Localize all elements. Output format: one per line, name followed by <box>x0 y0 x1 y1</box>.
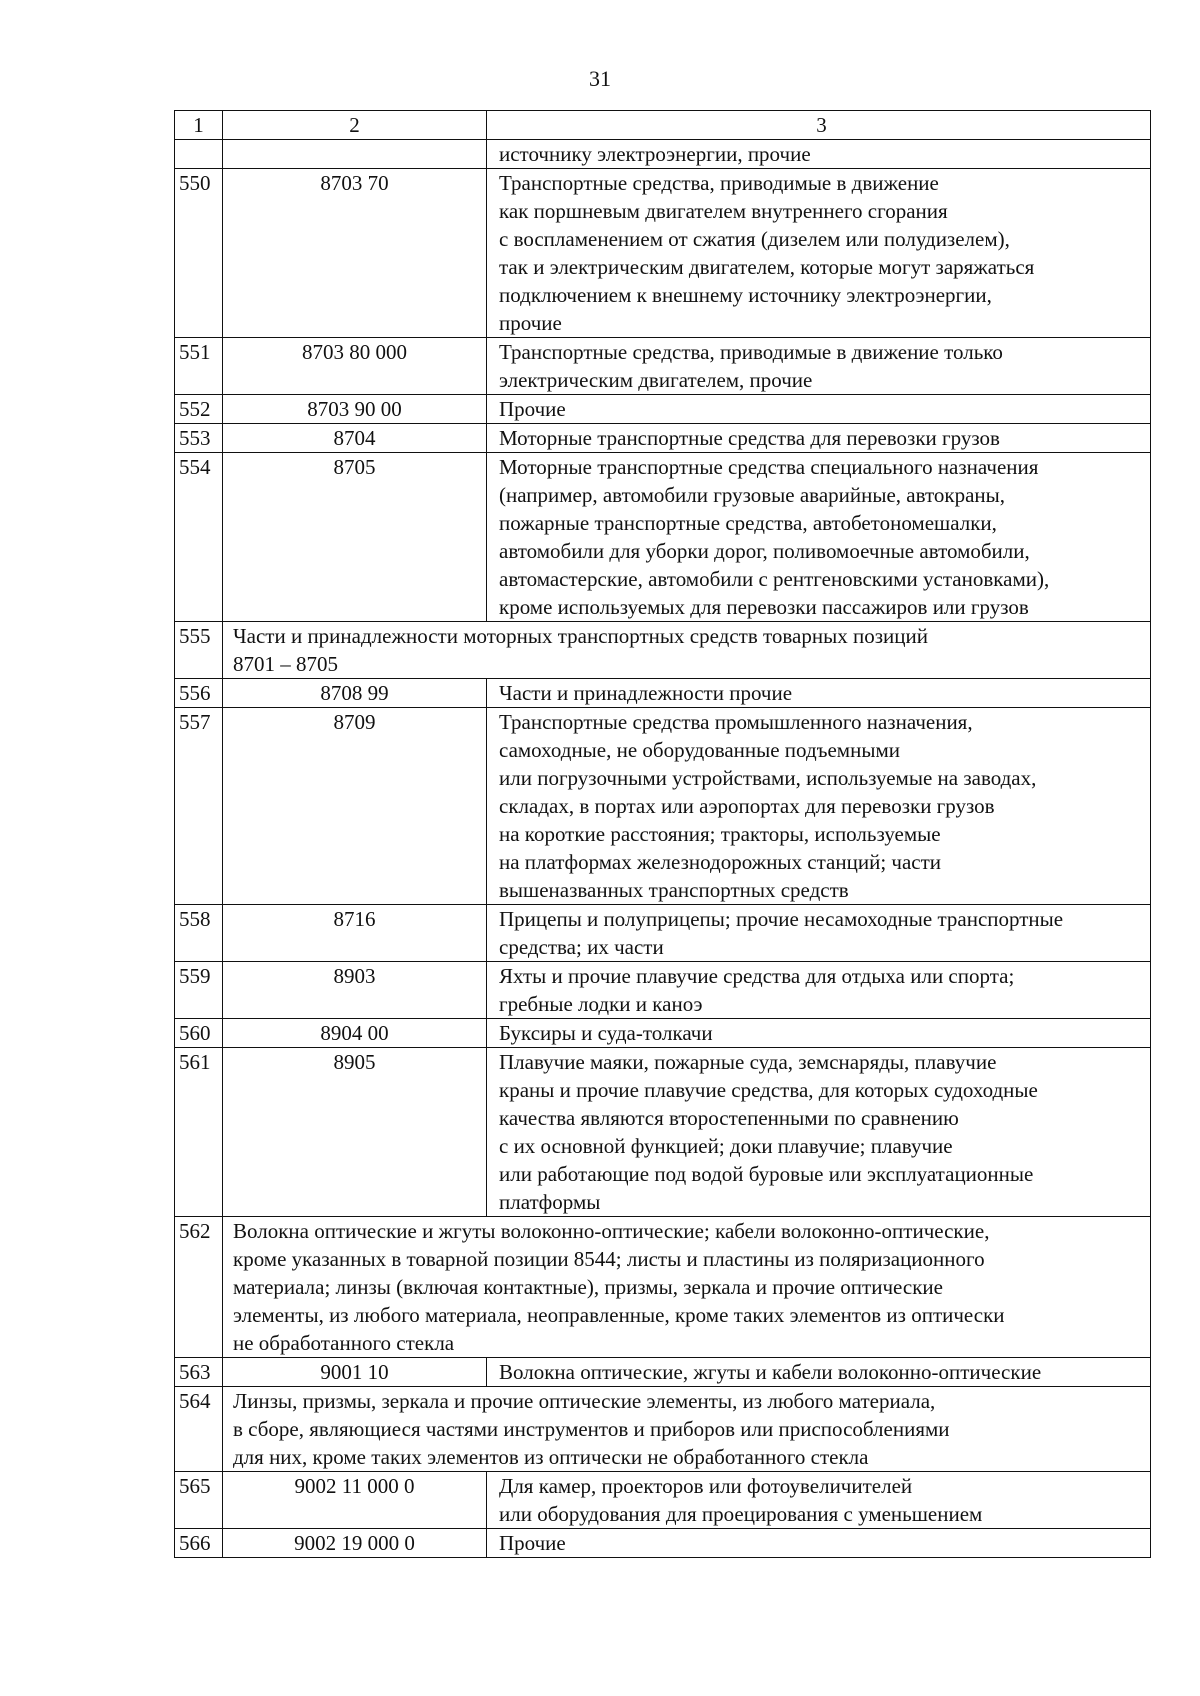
header-col-2: 2 <box>223 111 487 140</box>
table-row <box>175 1472 1151 1529</box>
row-number: 553 <box>175 424 223 453</box>
row-code: 8905 <box>223 1048 487 1217</box>
table-row <box>175 1529 1151 1558</box>
row-description: Яхты и прочие плавучие средства для отдыха или спорта; гребные лодки и каноэ <box>487 962 1151 1019</box>
table-row <box>175 395 1151 424</box>
row-code: 9002 19 000 0 <box>223 1529 487 1558</box>
row-number: 551 <box>175 338 223 395</box>
table-row <box>175 1387 1151 1472</box>
row-number: 561 <box>175 1048 223 1217</box>
table-row <box>175 622 1151 679</box>
table-row <box>175 1019 1151 1048</box>
row-code <box>223 140 487 169</box>
row-code: 8716 <box>223 905 487 962</box>
row-number: 552 <box>175 395 223 424</box>
row-description: Прочие <box>487 395 1151 424</box>
row-code: 8705 <box>223 453 487 622</box>
row-description: источнику электроэнергии, прочие <box>487 140 1151 169</box>
row-description: Транспортные средства, приводимые в движение как поршневым двигателем внутреннего сгорания с воспламенением от сжатия (дизелем или полудизелем), так и электрическим двигателем, которые могут заряжаться подключением к внешнему источнику электроэнергии, прочие <box>487 169 1151 338</box>
row-number: 558 <box>175 905 223 962</box>
table-row <box>175 169 1151 338</box>
row-number: 566 <box>175 1529 223 1558</box>
row-code: 8708 99 <box>223 679 487 708</box>
table-row <box>175 679 1151 708</box>
row-code: 8704 <box>223 424 487 453</box>
row-number: 565 <box>175 1472 223 1529</box>
table-row <box>175 140 1151 169</box>
page-number: 31 <box>589 66 611 91</box>
row-code: 8703 90 00 <box>223 395 487 424</box>
row-description: Прочие <box>487 1529 1151 1558</box>
row-code: 8903 <box>223 962 487 1019</box>
row-description: Транспортные средства промышленного назначения, самоходные, не оборудованные подъемными или погрузочными устройствами, используемые на заводах, складах, в портах или аэропортах для перевозки грузов на короткие расстояния; тракторы, используемые на платформах железнодорожных станций; части вышеназванных транспортных средств <box>487 708 1151 905</box>
row-number: 563 <box>175 1358 223 1387</box>
header-col-3: 3 <box>487 111 1151 140</box>
row-code: 8904 00 <box>223 1019 487 1048</box>
row-code: 8709 <box>223 708 487 905</box>
row-number: 562 <box>175 1217 223 1358</box>
row-description: Прицепы и полуприцепы; прочие несамоходные транспортные средства; их части <box>487 905 1151 962</box>
tariff-table <box>174 110 1151 1558</box>
row-description: Волокна оптические, жгуты и кабели волоконно-оптические <box>487 1358 1151 1387</box>
row-number: 557 <box>175 708 223 905</box>
row-code: 8703 70 <box>223 169 487 338</box>
row-code: 9002 11 000 0 <box>223 1472 487 1529</box>
row-span-description: Линзы, призмы, зеркала и прочие оптические элементы, из любого материала, в сборе, являющиеся частями инструментов и приборов или приспособлениями для них, кроме таких элементов из оптически не обработанного стекла <box>223 1387 1151 1472</box>
row-number: 564 <box>175 1387 223 1472</box>
table-row <box>175 1217 1151 1358</box>
row-number: 560 <box>175 1019 223 1048</box>
row-description: Плавучие маяки, пожарные суда, земснаряды, плавучие краны и прочие плавучие средства, для которых судоходные качества являются второстепенными по сравнению с их основной функцией; доки плавучие; плавучие или работающие под водой буровые или эксплуатационные платформы <box>487 1048 1151 1217</box>
row-number: 559 <box>175 962 223 1019</box>
table-row <box>175 338 1151 395</box>
row-code: 8703 80 000 <box>223 338 487 395</box>
table-row <box>175 424 1151 453</box>
row-number <box>175 140 223 169</box>
header-col-1: 1 <box>175 111 223 140</box>
table-row <box>175 962 1151 1019</box>
row-number: 555 <box>175 622 223 679</box>
row-code: 9001 10 <box>223 1358 487 1387</box>
table-row <box>175 1048 1151 1217</box>
row-description: Моторные транспортные средства специального назначения (например, автомобили грузовые аварийные, автокраны, пожарные транспортные средства, автобетономешалки, автомобили для уборки дорог, поливомоечные автомобили, автомастерские, автомобили с рентгеновскими установками), кроме используемых для перевозки пассажиров или грузов <box>487 453 1151 622</box>
table-row <box>175 453 1151 622</box>
table-row <box>175 708 1151 905</box>
row-description: Для камер, проекторов или фотоувеличителей или оборудования для проецирования с уменьшением <box>487 1472 1151 1529</box>
row-number: 556 <box>175 679 223 708</box>
table-row <box>175 1358 1151 1387</box>
row-number: 550 <box>175 169 223 338</box>
table-row <box>175 905 1151 962</box>
row-description: Транспортные средства, приводимые в движение только электрическим двигателем, прочие <box>487 338 1151 395</box>
row-number: 554 <box>175 453 223 622</box>
row-span-description: Волокна оптические и жгуты волоконно-оптические; кабели волоконно-оптические, кроме указанных в товарной позиции 8544; листы и пластины из поляризационного материала; линзы (включая контактные), призмы, зеркала и прочие оптические элементы, из любого материала, неоправленные, кроме таких элементов из оптически не обработанного стекла <box>223 1217 1151 1358</box>
row-description: Моторные транспортные средства для перевозки грузов <box>487 424 1151 453</box>
row-description: Буксиры и суда-толкачи <box>487 1019 1151 1048</box>
row-description: Части и принадлежности прочие <box>487 679 1151 708</box>
row-span-description: Части и принадлежности моторных транспортных средств товарных позиций 8701 – 8705 <box>223 622 1151 679</box>
table-header-row <box>175 111 1151 140</box>
